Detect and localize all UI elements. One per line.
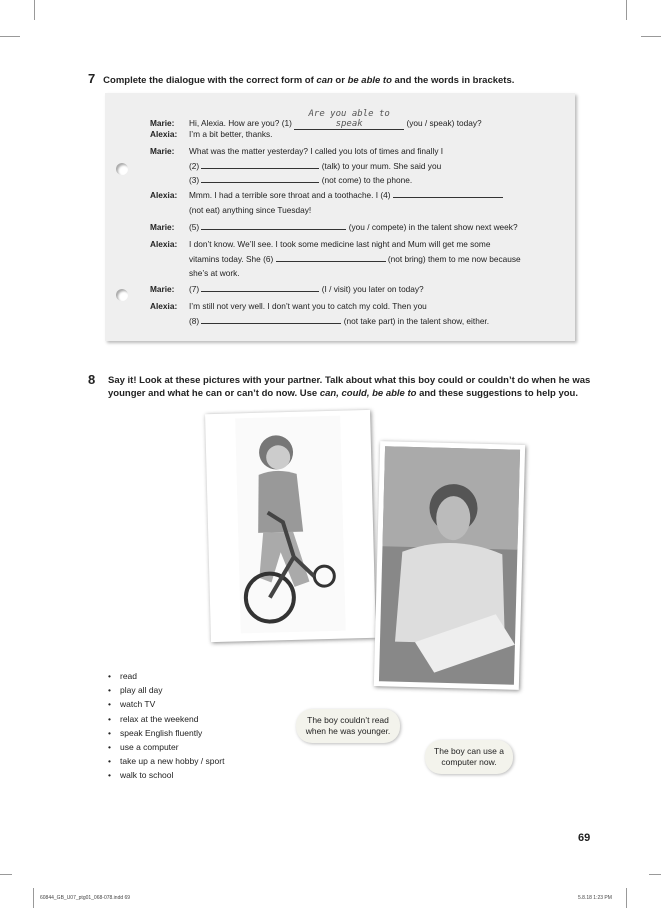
answer-7-blank[interactable]: [201, 282, 319, 292]
binder-hole: [116, 163, 128, 175]
line-text: Hi, Alexia. How are you? (1): [189, 118, 295, 128]
line-text: (not eat) anything since Tuesday!: [189, 205, 312, 215]
suggestion-item: • speak English fluently: [108, 726, 224, 740]
photo-teenager-laptop: [374, 441, 525, 690]
dialogue-line: [150, 236, 565, 280]
line-text: (you / speak) today?: [404, 118, 482, 128]
answer-8-blank[interactable]: [201, 314, 341, 324]
line-text: I’m still not very well. I don’t want you to catch my cold. Then you: [189, 301, 427, 311]
line-text: vitamins today. She (6): [189, 254, 276, 264]
instruction-text: and the words in brackets.: [391, 75, 515, 86]
line-text: (8): [189, 316, 202, 326]
speaker: Marie:: [150, 284, 175, 294]
line-text: (you / compete) in the talent show next week?: [346, 222, 518, 232]
crop-mark: [641, 36, 661, 37]
speaker: Marie:: [150, 146, 175, 156]
binder-hole: [116, 289, 128, 301]
line-text: (not bring) them to me now because: [385, 254, 521, 264]
line-text: Mmm. I had a terrible sore throat and a toothache. I (4): [189, 190, 393, 200]
line-text: (I / visit) you later on today?: [319, 284, 424, 294]
answer-5-blank[interactable]: [201, 220, 346, 230]
speaker: Alexia:: [150, 239, 178, 249]
instruction-can: can: [316, 75, 333, 86]
line-text: she’s at work.: [189, 268, 240, 278]
speech-bubble-past: The boy couldn’t read when he was younger.: [296, 709, 400, 743]
crop-mark: [0, 874, 12, 875]
exercise-7-heading: [88, 72, 514, 87]
speech-bubble-present: The boy can use a computer now.: [425, 740, 513, 774]
dialogue-line: [150, 298, 565, 328]
suggestion-item: • watch TV: [108, 697, 224, 711]
photo-young-boy-bicycle: [205, 410, 376, 642]
line-text: I don’t know. We’ll see. I took some medicine last night and Mum will get me some: [189, 239, 491, 249]
instruction-text: and these suggestions to help you.: [416, 388, 578, 399]
suggestion-item: • take up a new hobby / sport: [108, 754, 224, 768]
speaker: Alexia:: [150, 129, 178, 139]
instruction-words: can, could, be able to: [319, 388, 417, 399]
instruction-be-able-to: be able to: [347, 75, 392, 86]
footer-timestamp: 5.8.18 1:23 PM: [578, 895, 612, 901]
line-text: (5): [189, 222, 202, 232]
answer-2-blank[interactable]: [201, 159, 319, 169]
dialogue-line: [150, 281, 565, 297]
answer-4-blank[interactable]: [393, 188, 503, 198]
boy-on-bicycle-image: [205, 410, 376, 642]
dialogue-line: [150, 126, 565, 142]
crop-mark: [626, 0, 627, 20]
speaker: Alexia:: [150, 190, 178, 200]
crop-mark: [0, 36, 20, 37]
suggestion-item: • use a computer: [108, 740, 224, 754]
line-text: I’m a bit better, thanks.: [189, 129, 273, 139]
dialogue-line: [150, 219, 565, 235]
answer-1: Are you able to speak: [294, 109, 404, 130]
speaker: Marie:: [150, 222, 175, 232]
answer-6-blank[interactable]: [276, 252, 386, 262]
dialogue-line: [150, 187, 565, 217]
line-text: What was the matter yesterday? I called you lots of times and finally I: [189, 146, 444, 156]
exercise-number: 8: [88, 372, 96, 387]
footer-filename: 60844_GB_U07_ptg01_068-078.indd 69: [40, 895, 131, 901]
exercise-number: 7: [88, 71, 96, 86]
suggestions-list: [108, 669, 224, 783]
line-text: (2): [189, 161, 202, 171]
line-text: (not take part) in the talent show, either.: [341, 316, 490, 326]
suggestion-item: • play all day: [108, 683, 224, 697]
crop-mark: [33, 888, 34, 908]
instruction-text: Complete the dialogue with the correct form of: [103, 75, 317, 86]
crop-mark: [649, 874, 661, 875]
crop-mark: [34, 0, 35, 20]
line-text: (not come) to the phone.: [319, 175, 413, 185]
dialogue-line: [150, 143, 565, 187]
answer-3-blank[interactable]: [201, 173, 319, 183]
speaker: Alexia:: [150, 301, 178, 311]
suggestion-item: • read: [108, 669, 224, 683]
line-text: (talk) to your mum. She said you: [319, 161, 442, 171]
page-number: 69: [578, 832, 591, 844]
line-text: (3): [189, 175, 202, 185]
suggestion-item: • relax at the weekend: [108, 712, 224, 726]
line-text: (7): [189, 284, 202, 294]
suggestion-item: • walk to school: [108, 768, 224, 782]
speaker: Marie:: [150, 118, 175, 128]
instruction-text: Say it! Look at these pictures with your partner. Talk about what this boy could or couldn’t do when he was younger and what he can or can’t do now. Use: [108, 375, 591, 399]
instruction-or: or: [332, 75, 348, 86]
crop-mark: [626, 888, 627, 908]
teen-with-laptop-image: [374, 441, 525, 690]
exercise-8-heading: [88, 374, 593, 400]
